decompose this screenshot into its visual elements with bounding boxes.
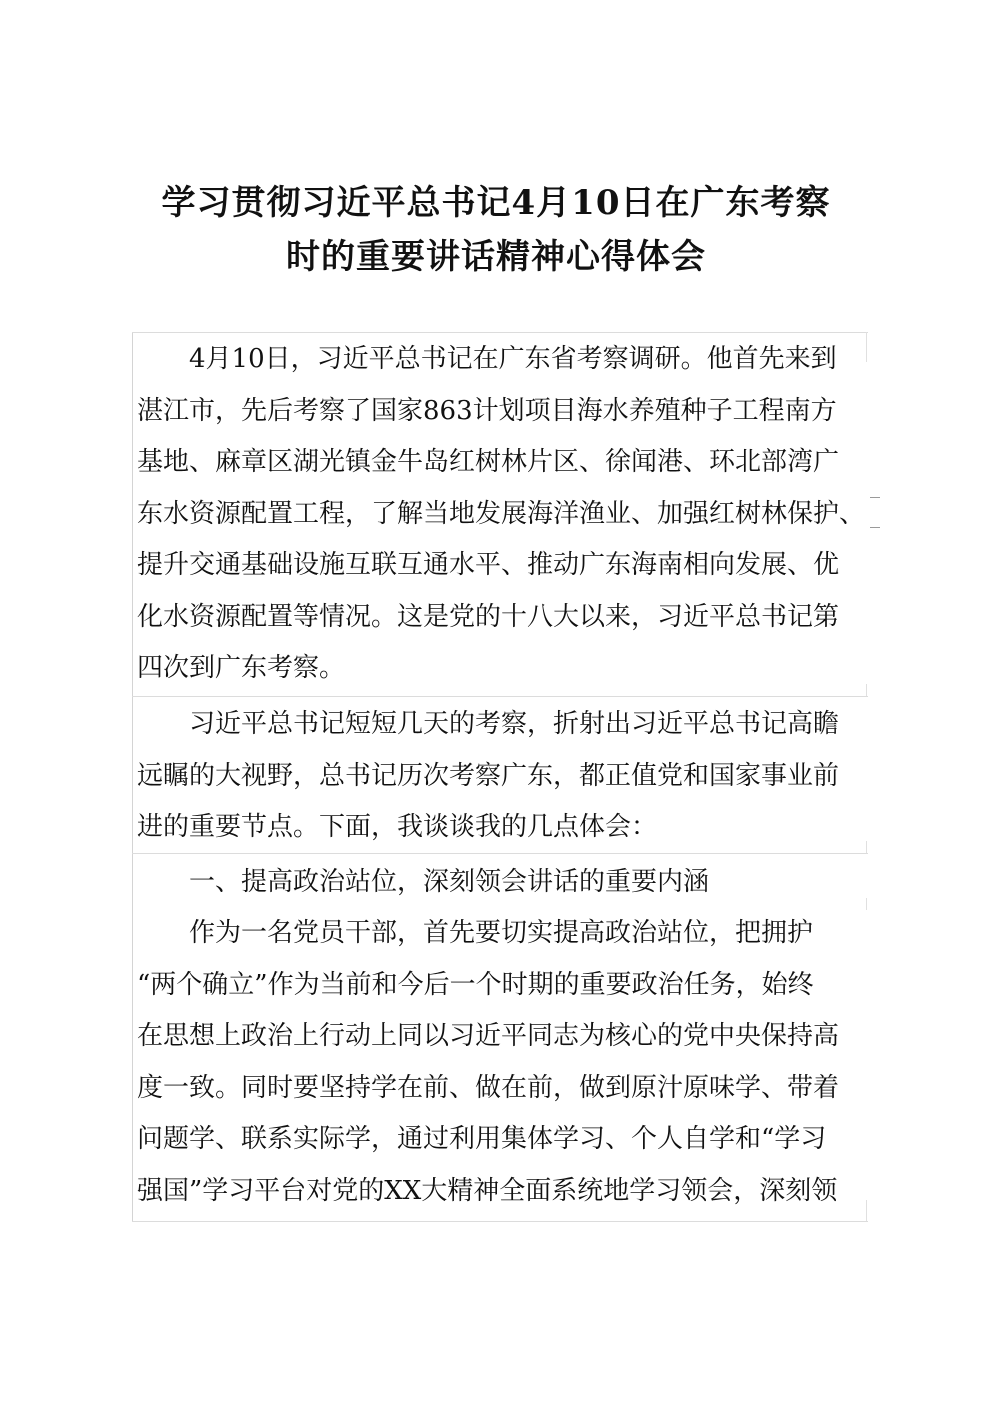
text-line: 基地、麻章区湖光镇金牛岛红树林片区、徐闻港、环北部湾广: [137, 447, 840, 477]
text-line: 四次到广东考察。: [137, 653, 346, 683]
text-line: 作为一名党员干部，首先要切实提高政治站位，把拥护: [189, 918, 814, 948]
frame-right-border: [866, 684, 867, 696]
frame-right-border: [866, 841, 867, 853]
text-line: 问题学、联系实际学，通过利用集体学习、个人自学和“学习: [137, 1124, 827, 1154]
text-line: 度一致。同时要坚持学在前、做在前，做到原汁原味学、带着: [137, 1072, 840, 1103]
frame-bottom-border: [132, 1221, 868, 1222]
document-title: [110, 176, 882, 284]
paragraph-2: [137, 699, 863, 854]
frame-right-border: [866, 332, 867, 362]
frame-right-border: [866, 898, 867, 910]
title-line-1: 学习贯彻习近平总书记4月10日在广东考察: [161, 183, 831, 223]
text-line: 化水资源配置等情况。这是党的十八大以来，习近平总书记第: [137, 601, 840, 632]
text-line: 湛江市，先后考察了国家863计划项目海水养殖种子工程南方: [137, 395, 837, 426]
margin-mark: [870, 497, 880, 498]
text-line: 强国”学习平台对党的XX大精神全面系统地学习领会，深刻领: [137, 1175, 838, 1206]
heading-text: 一、提高政治站位，深刻领会讲话的重要内涵: [189, 867, 710, 897]
frame-right-border: [866, 1200, 867, 1221]
section-heading: [137, 857, 863, 909]
text-line: 习近平总书记短短几天的考察，折射出习近平总书记高瞻: [189, 709, 840, 739]
text-line: 东水资源配置工程，了解当地发展海洋渔业、加强红树林保护、: [137, 498, 866, 529]
text-line: 4月10日，习近平总书记在广东省考察调研。他首先来到: [189, 344, 837, 374]
frame-left-border: [132, 332, 133, 1222]
text-line: 进的重要节点。下面，我谈谈我的几点体会：: [137, 812, 658, 842]
title-line-2: 时的重要讲话精神心得体会: [286, 237, 706, 277]
text-line: 提升交通基础设施互联互通水平、推动广东海南相向发展、优: [137, 550, 840, 580]
frame-top-border: [132, 332, 868, 333]
paragraph-1: [137, 334, 866, 695]
text-line: 在思想上政治上行动上同以习近平同志为核心的党中央保持高: [137, 1021, 840, 1051]
text-line: “两个确立”作为当前和今后一个时期的重要政治任务，始终: [137, 969, 814, 1000]
paragraph-3: [137, 908, 863, 1217]
margin-mark: [870, 527, 880, 528]
text-line: 远瞩的大视野，总书记历次考察广东，都正值党和国家事业前: [137, 760, 840, 791]
paragraph-divider: [132, 696, 868, 697]
